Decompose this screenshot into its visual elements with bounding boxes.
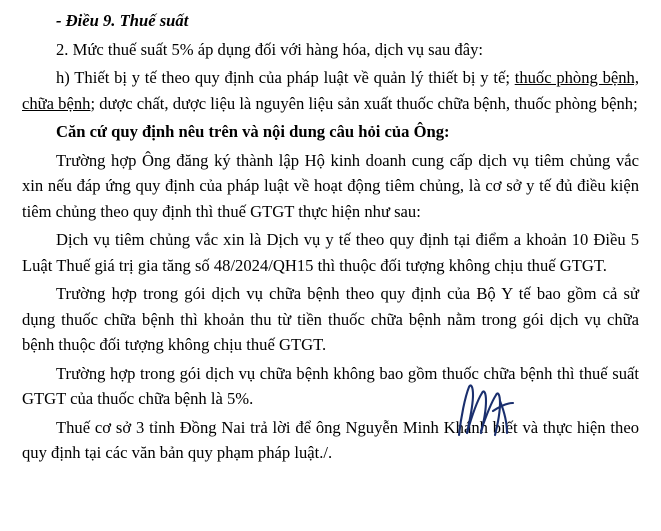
paragraph-clause-h-underlined: thuốc phòng bệnh, chữa bệnh	[22, 68, 639, 113]
paragraph-case-3	[22, 281, 639, 358]
paragraph-clause-h	[22, 65, 639, 116]
paragraph-case-1-text: Trường hợp Ông đăng ký thành lập Hộ kinh doanh cung cấp dịch vụ tiêm chủng vắc xin nếu đáp ứng quy định của pháp luật về hoạt động tiêm chủng, là cơ sở y tế đủ điều kiện tiêm chủng theo quy định thì thuế GTGT thực hiện như sau:	[22, 150, 639, 221]
paragraph-basis	[22, 119, 639, 145]
paragraph-case-2	[22, 227, 639, 278]
paragraph-closing-text: Thuế cơ sở 3 tỉnh Đồng Nai trả lời để ông Nguyễn Minh Khánh biết và thực hiện theo quy định tại các văn bản quy phạm pháp luật./.	[22, 417, 639, 462]
closing-block	[22, 415, 639, 466]
paragraph-clause-2-text: 2. Mức thuế suất 5% áp dụng đối với hàng hóa, dịch vụ sau đây:	[56, 39, 484, 59]
paragraph-basis-text: Căn cứ quy định nêu trên và nội dung câu hỏi của Ông:	[56, 122, 450, 141]
paragraph-clause-h-part2: ; dược chất, dược liệu là nguyên liệu sản xuất thuốc chữa bệnh, thuốc phòng bệnh;	[90, 93, 638, 113]
paragraph-clause-2	[22, 37, 639, 63]
paragraph-case-4-text: Trường hợp trong gói dịch vụ chữa bệnh không bao gồm thuốc chữa bệnh thì thuế suất GTGT của thuốc chữa bệnh là 5%.	[22, 363, 639, 408]
section-heading	[22, 8, 639, 34]
paragraph-case-1	[22, 148, 639, 225]
section-heading-text: - Điều 9. Thuế suất	[56, 11, 189, 30]
paragraph-clause-h-part1: h) Thiết bị y tế theo quy định của pháp luật về quản lý thiết bị y tế;	[56, 68, 515, 87]
paragraph-case-4	[22, 361, 639, 412]
paragraph-closing	[22, 415, 639, 466]
paragraph-case-3-text: Trường hợp trong gói dịch vụ chữa bệnh theo quy định của Bộ Y tế bao gồm cả sử dụng thuốc chữa bệnh thì khoản thu từ tiền thuốc chữa bệnh nằm trong gói dịch vụ chữa bệnh thuộc đối tượng không chịu thuế GTGT.	[22, 284, 639, 354]
paragraph-case-2-text: Dịch vụ tiêm chủng vắc xin là Dịch vụ y tế theo quy định tại điểm a khoản 10 Điều 5 Luật Thuế giá trị gia tăng số 48/2024/QH15 thì thuộc đối tượng không chịu thuế GTGT.	[22, 230, 639, 275]
